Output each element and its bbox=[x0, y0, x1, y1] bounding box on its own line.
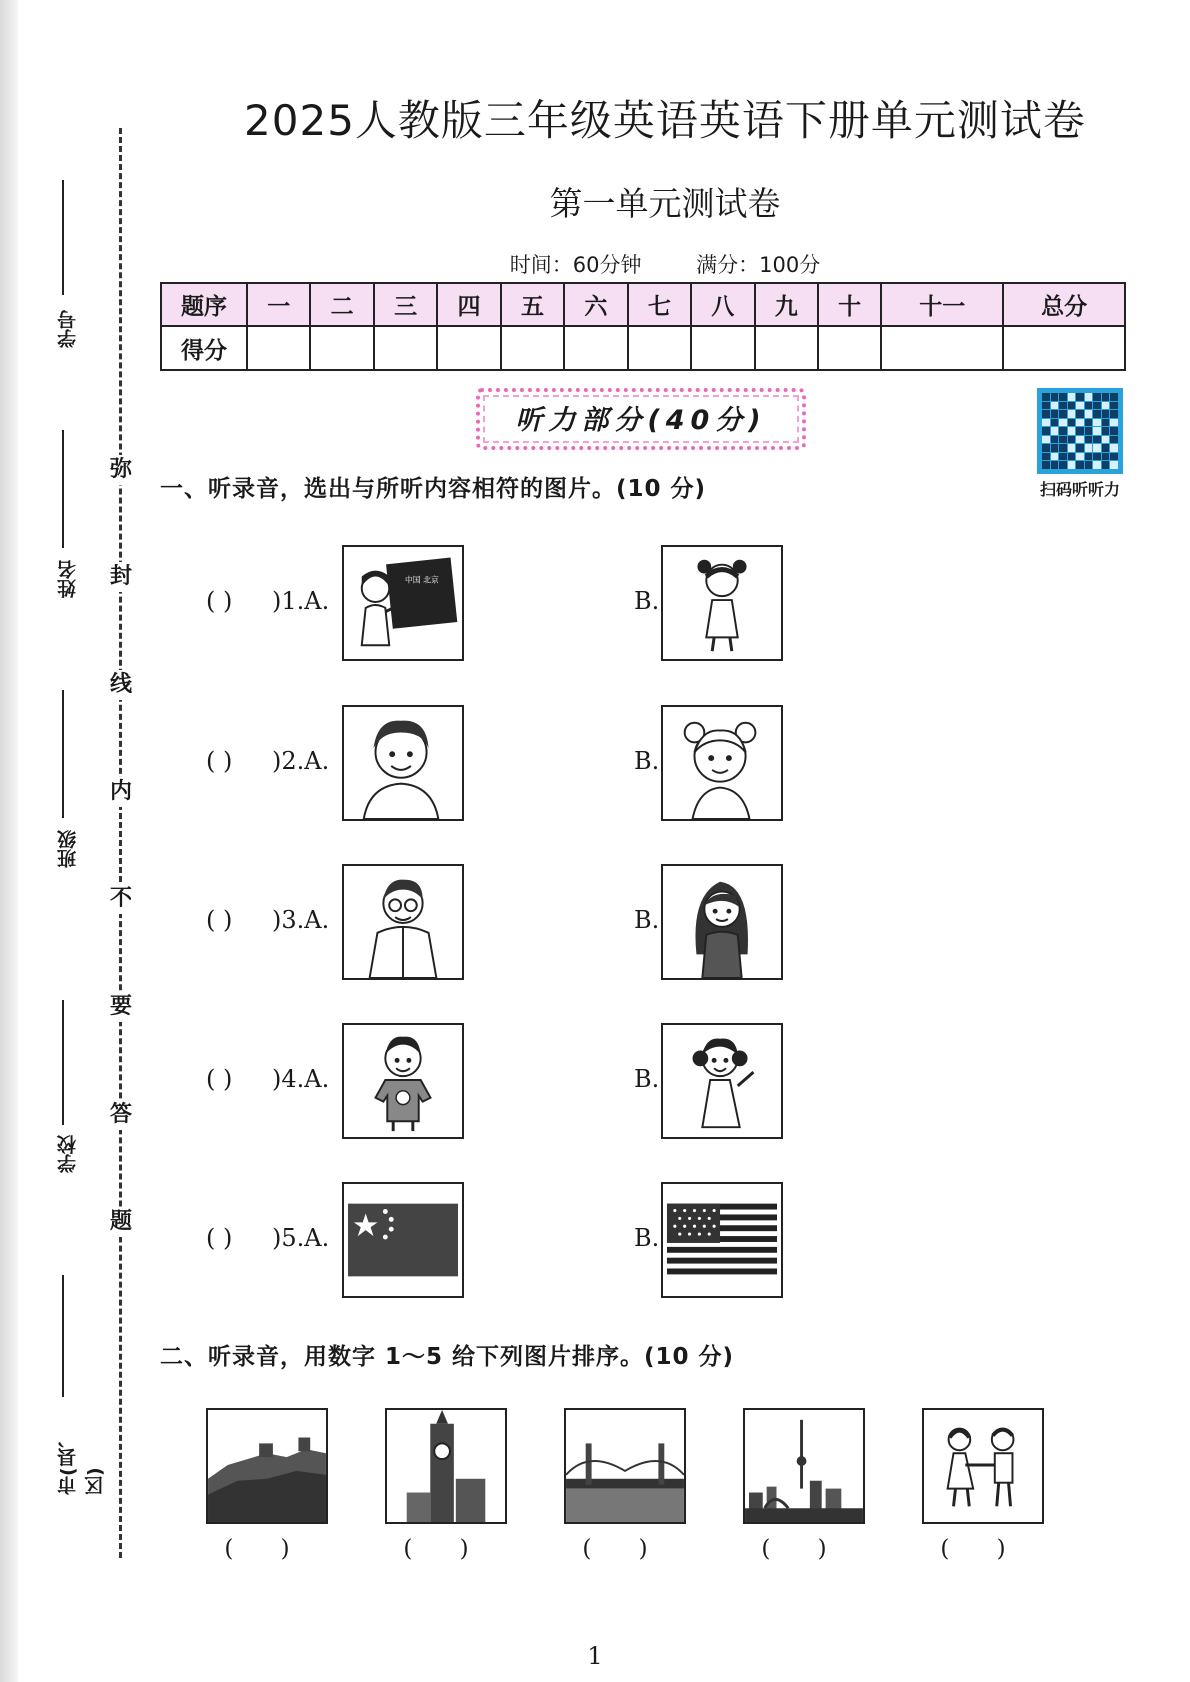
option-a-boy-picture[interactable] bbox=[342, 705, 464, 821]
score-header-cell: 总分 bbox=[1003, 283, 1125, 326]
option-b-girl-picture[interactable] bbox=[661, 545, 783, 661]
option-b-girl-picture[interactable] bbox=[661, 1023, 783, 1139]
score-header-cell: 五 bbox=[501, 283, 564, 326]
page-number: 1 bbox=[587, 1642, 603, 1670]
seal-char-5: 不 bbox=[106, 884, 136, 914]
answer-blank[interactable]: ( ) bbox=[206, 1224, 233, 1252]
score-cell[interactable] bbox=[437, 326, 500, 370]
score-cell[interactable] bbox=[1003, 326, 1125, 370]
score-table-header-row bbox=[161, 283, 1125, 326]
unit-subtitle: 第一单元测试卷 bbox=[549, 184, 781, 223]
seal-char-1: 弥 bbox=[106, 455, 136, 485]
option-a-boy-picture[interactable] bbox=[342, 1023, 464, 1139]
section1-title: 一、听录音，选出与所听内容相符的图片。(10 分) bbox=[160, 476, 707, 502]
seal-dashed-line bbox=[119, 128, 122, 1558]
seal-char-3: 线 bbox=[106, 670, 136, 700]
question-label: )4.A. bbox=[272, 1065, 330, 1093]
qr-code-pattern bbox=[1042, 393, 1118, 469]
question-row-1 bbox=[160, 545, 1060, 663]
score-header-cell: 一 bbox=[247, 283, 310, 326]
score-header-cell: 十 bbox=[818, 283, 881, 326]
name-line[interactable] bbox=[62, 430, 64, 548]
order-answer-blank[interactable]: ( ) bbox=[224, 1536, 310, 1562]
score-header-cell: 二 bbox=[310, 283, 373, 326]
order-answer-blank[interactable]: ( ) bbox=[940, 1536, 1026, 1562]
seal-char-8: 题 bbox=[106, 1207, 136, 1237]
class-label: 班级 bbox=[57, 830, 79, 868]
option-b-woman-picture[interactable] bbox=[661, 864, 783, 980]
district-label: 市(县、区) bbox=[57, 1429, 106, 1495]
exam-full-score: 满分：100分 bbox=[696, 253, 821, 277]
score-table bbox=[160, 282, 1126, 371]
question-row-3 bbox=[160, 864, 1060, 982]
score-cell[interactable] bbox=[247, 326, 310, 370]
class-line[interactable] bbox=[62, 690, 64, 818]
order-picture-tv-tower-skyline[interactable] bbox=[743, 1408, 865, 1524]
score-header-cell: 九 bbox=[755, 283, 818, 326]
answer-blank[interactable]: ( ) bbox=[206, 1065, 233, 1093]
option-a-man-picture[interactable] bbox=[342, 864, 464, 980]
field-name bbox=[34, 430, 79, 620]
page-title: 2025人教版三年级英语英语下册单元测试卷 bbox=[244, 96, 1086, 145]
name-label: 姓名 bbox=[57, 560, 79, 598]
question-row-5 bbox=[160, 1182, 1060, 1300]
school-label: 学校 bbox=[57, 1135, 79, 1173]
score-header-cell: 八 bbox=[691, 283, 754, 326]
order-picture-great-wall[interactable] bbox=[206, 1408, 328, 1524]
order-picture-big-ben[interactable] bbox=[385, 1408, 507, 1524]
question-label: )3.A. bbox=[272, 906, 330, 934]
score-header-cell: 三 bbox=[374, 283, 437, 326]
question-label: )5.A. bbox=[272, 1224, 330, 1252]
option-b-girl-picture[interactable] bbox=[661, 705, 783, 821]
listening-banner-text: 听力部分(40分) bbox=[483, 395, 799, 443]
score-header-cell: 六 bbox=[564, 283, 627, 326]
qr-code-icon[interactable] bbox=[1037, 388, 1123, 474]
score-cell[interactable] bbox=[564, 326, 627, 370]
question-row-4 bbox=[160, 1023, 1060, 1141]
board-text: 中国 北京 bbox=[404, 575, 439, 585]
listening-banner bbox=[476, 388, 806, 450]
order-answer-blank[interactable]: ( ) bbox=[582, 1536, 668, 1562]
district-line[interactable] bbox=[62, 1275, 64, 1397]
option-b-label: B. bbox=[634, 1065, 660, 1093]
score-header-cell: 题序 bbox=[161, 283, 247, 326]
field-class bbox=[34, 690, 79, 890]
score-header-cell: 四 bbox=[437, 283, 500, 326]
seal-char-7: 答 bbox=[106, 1100, 136, 1130]
option-b-label: B. bbox=[634, 587, 660, 615]
option-b-label: B. bbox=[634, 1224, 660, 1252]
score-cell[interactable] bbox=[881, 326, 1003, 370]
score-cell[interactable] bbox=[755, 326, 818, 370]
option-b-label: B. bbox=[634, 747, 660, 775]
option-b-label: B. bbox=[634, 906, 660, 934]
field-student-id bbox=[34, 180, 79, 370]
option-a-china-flag-picture[interactable] bbox=[342, 1182, 464, 1298]
qr-code-label: 扫码听听力 bbox=[1039, 480, 1120, 499]
field-district bbox=[34, 1275, 106, 1495]
student-id-label: 学号 bbox=[57, 310, 79, 348]
order-picture-bridge[interactable] bbox=[564, 1408, 686, 1524]
order-picture-kids-shaking-hands[interactable] bbox=[922, 1408, 1044, 1524]
seal-char-4: 内 bbox=[106, 777, 136, 807]
score-cell[interactable] bbox=[691, 326, 754, 370]
exam-time: 时间：60分钟 bbox=[509, 253, 642, 277]
score-cell[interactable] bbox=[374, 326, 437, 370]
seal-char-2: 封 bbox=[106, 562, 136, 592]
score-header-cell: 七 bbox=[628, 283, 691, 326]
answer-blank[interactable]: ( ) bbox=[206, 906, 233, 934]
score-cell[interactable] bbox=[628, 326, 691, 370]
exam-meta bbox=[150, 249, 1180, 279]
question-row-2 bbox=[160, 705, 1060, 823]
seal-char-6: 要 bbox=[106, 992, 136, 1022]
question-label: )2.A. bbox=[272, 747, 330, 775]
order-answer-blank[interactable]: ( ) bbox=[403, 1536, 489, 1562]
score-row-label: 得分 bbox=[161, 326, 247, 370]
order-answer-blank[interactable]: ( ) bbox=[761, 1536, 847, 1562]
score-table-score-row bbox=[161, 326, 1125, 370]
student-id-line[interactable] bbox=[62, 180, 64, 295]
option-a-teacher-picture[interactable] bbox=[342, 545, 464, 661]
answer-blank[interactable]: ( ) bbox=[206, 747, 233, 775]
score-cell[interactable] bbox=[310, 326, 373, 370]
score-header-cell: 十一 bbox=[881, 283, 1003, 326]
option-b-usa-flag-picture[interactable] bbox=[661, 1182, 783, 1298]
question-label: )1.A. bbox=[272, 587, 330, 615]
score-cell[interactable] bbox=[818, 326, 881, 370]
answer-blank[interactable]: ( ) bbox=[206, 587, 233, 615]
score-cell[interactable] bbox=[501, 326, 564, 370]
school-line[interactable] bbox=[62, 1000, 64, 1125]
field-school bbox=[34, 1000, 79, 1190]
section2-title: 二、听录音，用数字 1～5 给下列图片排序。(10 分) bbox=[160, 1344, 735, 1370]
binding-shade bbox=[0, 0, 18, 1682]
